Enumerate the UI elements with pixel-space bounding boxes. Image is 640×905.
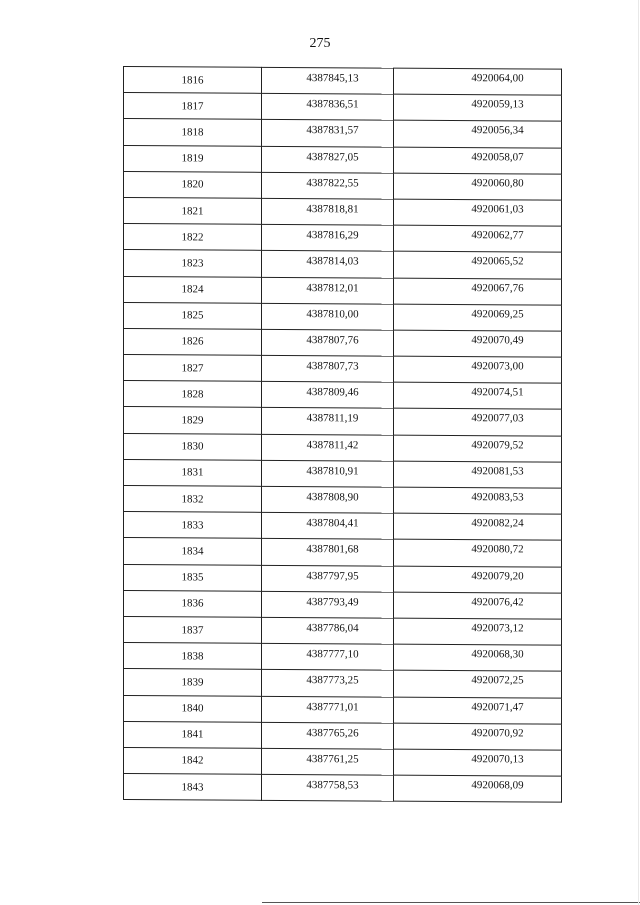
table-row	[124, 171, 562, 200]
y-coordinate-cell: 4920070,13	[394, 749, 562, 776]
point-number-cell: 1818	[124, 119, 262, 146]
page-bottom-edge	[262, 902, 640, 903]
x-coordinate-cell: 4387786,04	[262, 617, 394, 644]
x-coordinate-cell: 4387827,05	[262, 146, 394, 173]
point-number-cell: 1822	[124, 224, 262, 251]
point-number-cell: 1824	[124, 276, 262, 303]
y-coordinate-cell: 4920071,47	[394, 697, 562, 724]
table-row	[124, 145, 562, 174]
y-coordinate-cell: 4920073,12	[394, 618, 562, 645]
x-coordinate-cell: 4387814,03	[262, 251, 394, 278]
point-number-cell: 1838	[124, 643, 262, 670]
x-coordinate-cell: 4387810,91	[262, 460, 394, 487]
table-row	[124, 669, 562, 698]
table-row	[124, 381, 562, 410]
y-coordinate-cell: 4920077,03	[394, 409, 562, 436]
x-coordinate-cell: 4387845,13	[262, 67, 394, 94]
y-coordinate-cell: 4920070,49	[394, 330, 562, 357]
y-coordinate-cell: 4920082,24	[394, 513, 562, 540]
point-number-cell: 1834	[124, 538, 262, 565]
table-row	[124, 459, 562, 488]
point-number-cell: 1829	[124, 407, 262, 434]
y-coordinate-cell: 4920070,92	[394, 723, 562, 750]
x-coordinate-cell: 4387822,55	[262, 172, 394, 199]
y-coordinate-cell: 4920072,25	[394, 670, 562, 697]
y-coordinate-cell: 4920058,07	[394, 147, 562, 174]
y-coordinate-cell: 4920076,42	[394, 592, 562, 619]
table-row	[124, 747, 562, 776]
table-row	[124, 433, 562, 462]
table-row	[124, 119, 562, 148]
y-coordinate-cell: 4920079,20	[394, 566, 562, 593]
point-number-cell: 1825	[124, 302, 262, 329]
point-number-cell: 1828	[124, 381, 262, 408]
x-coordinate-cell: 4387777,10	[262, 643, 394, 670]
point-number-cell: 1826	[124, 328, 262, 355]
table-row	[124, 328, 562, 357]
y-coordinate-cell: 4920061,03	[394, 199, 562, 226]
table-row	[124, 643, 562, 672]
y-coordinate-cell: 4920073,00	[394, 356, 562, 383]
table-row	[124, 67, 562, 96]
x-coordinate-cell: 4387807,76	[262, 329, 394, 356]
x-coordinate-cell: 4387808,90	[262, 486, 394, 513]
table-row	[124, 564, 562, 593]
point-number-cell: 1831	[124, 459, 262, 486]
point-number-cell: 1833	[124, 512, 262, 539]
y-coordinate-cell: 4920083,53	[394, 487, 562, 514]
table-row	[124, 355, 562, 384]
y-coordinate-cell: 4920067,76	[394, 278, 562, 305]
y-coordinate-cell: 4920069,25	[394, 304, 562, 331]
x-coordinate-cell: 4387801,68	[262, 539, 394, 566]
x-coordinate-cell: 4387804,41	[262, 513, 394, 540]
table-row	[124, 276, 562, 305]
x-coordinate-cell: 4387765,26	[262, 722, 394, 749]
y-coordinate-cell: 4920079,52	[394, 435, 562, 462]
table-row	[124, 302, 562, 331]
point-number-cell: 1827	[124, 355, 262, 382]
table-row	[124, 774, 562, 803]
y-coordinate-cell: 4920074,51	[394, 382, 562, 409]
point-number-cell: 1832	[124, 486, 262, 513]
x-coordinate-cell: 4387758,53	[262, 774, 394, 801]
point-number-cell: 1839	[124, 669, 262, 696]
x-coordinate-cell: 4387761,25	[262, 748, 394, 775]
table-row	[124, 93, 562, 122]
point-number-cell: 1821	[124, 197, 262, 224]
table-row	[124, 224, 562, 253]
y-coordinate-cell: 4920060,80	[394, 173, 562, 200]
point-number-cell: 1837	[124, 616, 262, 643]
table-row	[124, 538, 562, 567]
x-coordinate-cell: 4387797,95	[262, 565, 394, 592]
table-row	[124, 250, 562, 279]
table-row	[124, 486, 562, 515]
y-coordinate-cell: 4920068,30	[394, 644, 562, 671]
y-coordinate-cell: 4920064,00	[394, 68, 562, 95]
x-coordinate-cell: 4387807,73	[262, 355, 394, 382]
point-number-cell: 1836	[124, 590, 262, 617]
point-number-cell: 1842	[124, 747, 262, 774]
y-coordinate-cell: 4920080,72	[394, 540, 562, 567]
table-row	[124, 590, 562, 619]
coordinates-table-container	[123, 66, 561, 803]
x-coordinate-cell: 4387831,57	[262, 120, 394, 147]
y-coordinate-cell: 4920065,52	[394, 251, 562, 278]
x-coordinate-cell: 4387793,49	[262, 591, 394, 618]
point-number-cell: 1823	[124, 250, 262, 277]
coordinates-table	[123, 66, 562, 803]
x-coordinate-cell: 4387811,42	[262, 434, 394, 461]
y-coordinate-cell: 4920062,77	[394, 225, 562, 252]
table-row	[124, 616, 562, 645]
coordinates-table-body	[124, 67, 562, 803]
point-number-cell: 1843	[124, 774, 262, 801]
table-row	[124, 512, 562, 541]
point-number-cell: 1817	[124, 93, 262, 120]
table-row	[124, 695, 562, 724]
x-coordinate-cell: 4387809,46	[262, 382, 394, 409]
point-number-cell: 1820	[124, 171, 262, 198]
page-right-edge	[638, 0, 639, 905]
x-coordinate-cell: 4387836,51	[262, 94, 394, 121]
table-row	[124, 407, 562, 436]
x-coordinate-cell: 4387812,01	[262, 277, 394, 304]
x-coordinate-cell: 4387818,81	[262, 198, 394, 225]
point-number-cell: 1835	[124, 564, 262, 591]
y-coordinate-cell: 4920056,34	[394, 121, 562, 148]
point-number-cell: 1840	[124, 695, 262, 722]
x-coordinate-cell: 4387810,00	[262, 303, 394, 330]
y-coordinate-cell: 4920081,53	[394, 461, 562, 488]
x-coordinate-cell: 4387771,01	[262, 696, 394, 723]
page-number: 275	[309, 36, 331, 51]
x-coordinate-cell: 4387816,29	[262, 224, 394, 251]
x-coordinate-cell: 4387811,19	[262, 408, 394, 435]
y-coordinate-cell: 4920059,13	[394, 94, 562, 121]
point-number-cell: 1816	[124, 67, 262, 94]
y-coordinate-cell: 4920068,09	[394, 775, 562, 802]
point-number-cell: 1841	[124, 721, 262, 748]
point-number-cell: 1819	[124, 145, 262, 172]
table-row	[124, 721, 562, 750]
x-coordinate-cell: 4387773,25	[262, 670, 394, 697]
point-number-cell: 1830	[124, 433, 262, 460]
table-row	[124, 197, 562, 226]
